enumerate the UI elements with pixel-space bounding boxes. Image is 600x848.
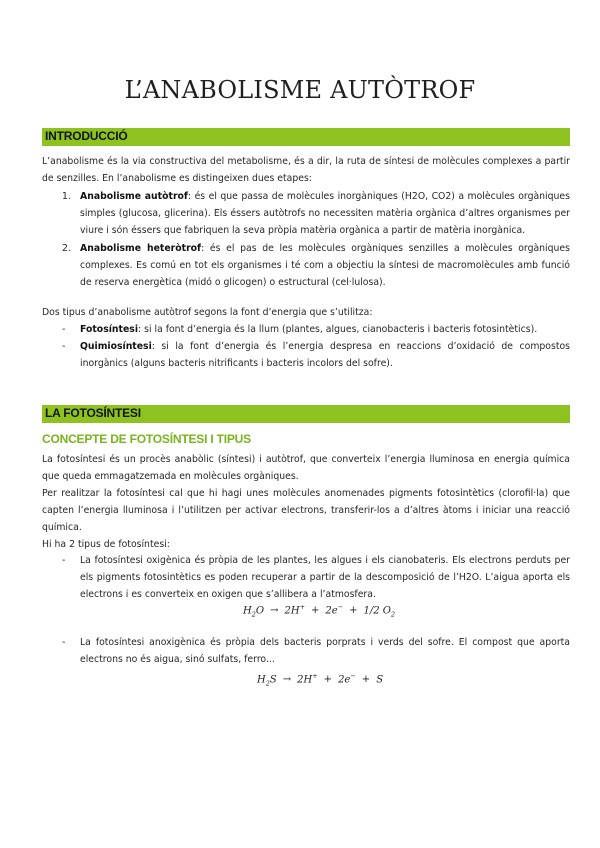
- fotosintesi-oxigenica: La fotosíntesi oxigènica és pròpia de les plantes, les algues i els cianobateris. Els electrons perduts per els pigments fotosintètics es poden recuperar a partir de la descomposició de l’H2O. L’aigua aporta els electrons i es converteix en oxigen que s’allibera a l’atmosfera.: [80, 555, 570, 601]
- section-header-fotosintesi: [42, 405, 570, 423]
- list-dash: -: [62, 341, 66, 352]
- list-dash: -: [62, 555, 66, 566]
- equation-anoxigenica: $H_2S \to 2H^+ + 2e^- + S$: [257, 672, 384, 688]
- fotosintesi-paragraph-2: Per realitzar la fotosíntesi cal que hi hagi unes molècules anomenades pigments fotosintètics (clorofil·la) que capten l’energia lluminosa i l’utilitzen per activar electrons, transferir-los a d’altres àtoms i iniciar una reacció química.: [42, 488, 570, 534]
- subheading-concepte: CONCEPTE DE FOTOSÍNTESI I TIPUS: [42, 432, 251, 446]
- list-item-quimiosintesi: Quimiosíntesi: si la font d’energia és l’energia despresa en reaccions d’oxidació de compostos inorgànics (alguns bacteris nitrificants i bacteris incolors del sofre).: [80, 341, 570, 370]
- list-number: 2.: [62, 243, 71, 254]
- list-dash: -: [62, 324, 66, 335]
- term-quimiosintesi: Quimiosíntesi: [80, 341, 152, 352]
- equation-oxigenica: $H_2O \to 2H^+ + 2e^- + 1/2$ $O_2$: [243, 603, 396, 619]
- section-title-fotosintesi: LA FOTOSÍNTESI: [45, 406, 141, 420]
- fotosintesi-anoxigenica: La fotosíntesi anoxigènica és pròpia dels bacteris porprats i verds del sofre. El compost que aporta electrons no és aigua, sinó sulfats, ferro...: [80, 637, 570, 666]
- list-dash: -: [62, 637, 66, 648]
- term-autotrof: Anabolisme autòtrof: [80, 191, 188, 202]
- list-item-autotrof: Anabolisme autòtrof: és el que passa de molècules inorgàniques (H2O, CO2) a molècules orgàniques simples (glucosa, glicerina). Els éssers autòtrofs no necessiten matèria orgànica d’altres organismes per viure i són éssers que fabriquen la seva pròpia matèria orgànica a partir de matèria inorgànica.: [80, 191, 570, 237]
- types-intro: Dos tipus d’anabolisme autòtrof segons la font d’energia que s’utilitza:: [42, 307, 373, 318]
- term-heterotrof: Anabolisme heteròtrof: [80, 243, 202, 254]
- section-header-intro: [42, 128, 570, 146]
- fotosintesi-paragraph-3: Hi ha 2 tipus de fotosíntesi:: [42, 539, 170, 550]
- list-item-fotosintesi: Fotosíntesi: si la font d’energia és la llum (plantes, algues, cianobacteris i bacteris fotosintètics).: [80, 324, 538, 335]
- list-number: 1.: [62, 191, 71, 202]
- section-title-intro: INTRODUCCIÓ: [45, 129, 128, 143]
- fotosintesi-paragraph-1: La fotosíntesi és un procès anabòlic (síntesi) i autòtrof, que converteix l’energia lluminosa en energia química que queda emmagatzemada en molècules orgàniques.: [42, 454, 570, 483]
- list-item-heterotrof: Anabolisme heteròtrof: és el pas de les molècules orgàniques senzilles a molècules orgàniques complexes. Es comú en tot els organismes i té com a objectiu la síntesi de macromolècules amb funció de reserva energètica (midó o glicogen) o estructural (cel·lulosa).: [80, 243, 570, 289]
- term-fotosintesi: Fotosíntesi: [80, 324, 139, 335]
- page-title: L’ANABOLISME AUTÒTROF: [124, 76, 476, 104]
- intro-paragraph: L’anabolisme és la via constructiva del metabolisme, és a dir, la ruta de síntesi de molècules complexes a partir de senzilles. En l’anabolisme es distingeixen dues etapes:: [42, 156, 570, 185]
